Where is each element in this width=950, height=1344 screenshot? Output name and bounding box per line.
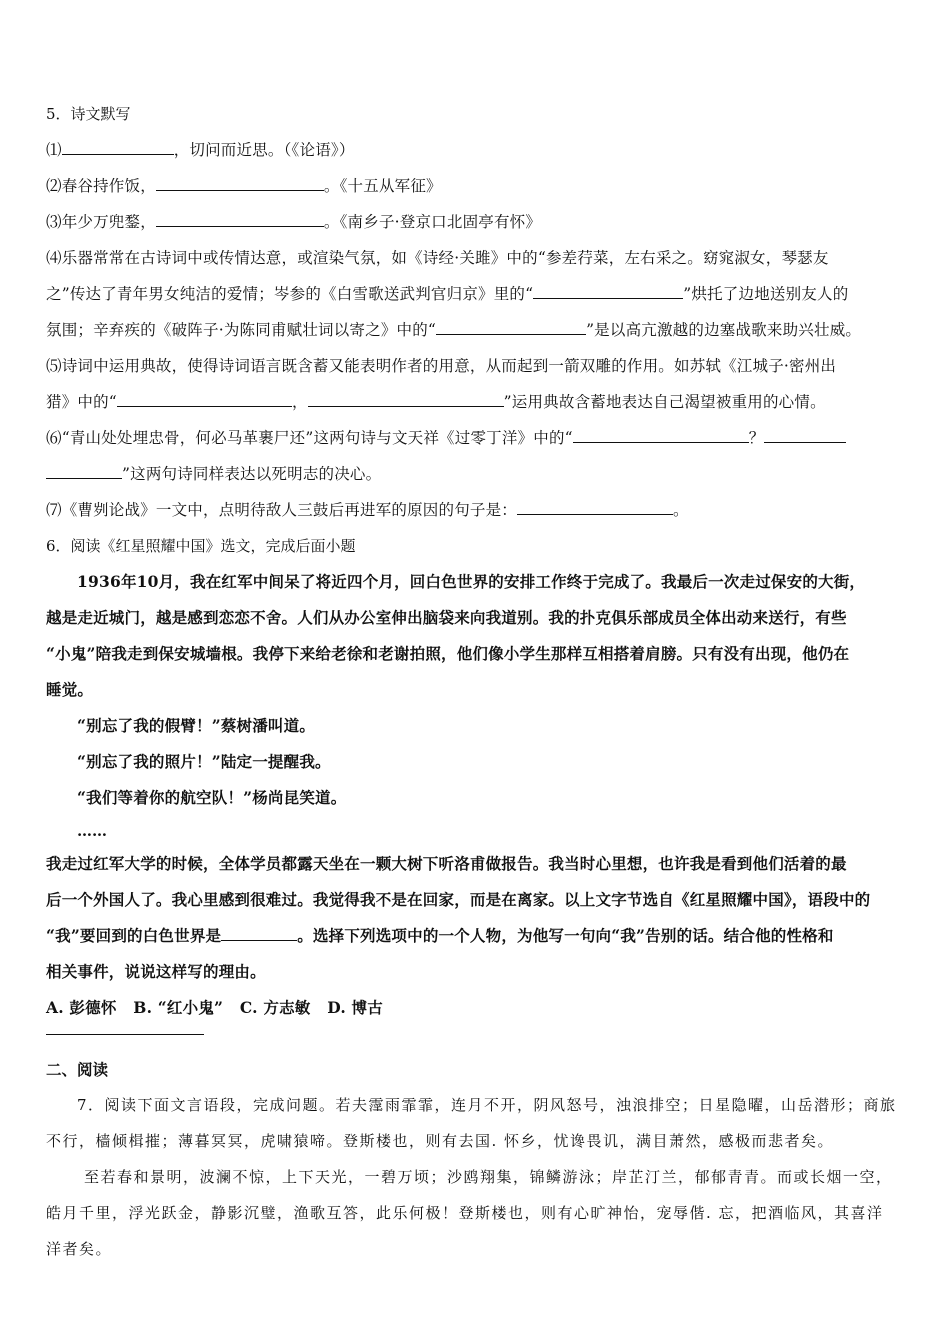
item-text: 。	[673, 501, 689, 519]
q5-item-5-line-1: ⑸诗词中运用典故，使得诗词语言既含蓄又能表明作者的用意，从而起到一箭双雕的作用。如苏轼《江城子·密州出	[46, 357, 837, 375]
item-text: ”这两句诗同样表达以死明志的决心。	[122, 465, 382, 483]
q6-passage-line: 我走过红军大学的时候，全体学员都露天坐在一颗大树下听洛甫做报告。我当时心里想，也许我是看到他们活着的最	[46, 854, 847, 873]
q7-line: 不行，樯倾楫摧；薄暮冥冥，虎啸猿啼。登斯楼也，则有去国. 怀乡，忧谗畏讥，满目萧然，感极而悲者矣。	[46, 1132, 835, 1150]
item-text: 。《十五从军征》	[323, 177, 442, 195]
answer-blank[interactable]	[436, 333, 586, 335]
q6-passage-line: 越是走近城门，越是感到恋恋不舍。人们从办公室伸出脑袋来向我道别。我的扑克俱乐部成员全体出动来送行，有些	[46, 608, 847, 627]
q6-passage-line: 相关事件，说说这样写的理由。	[46, 962, 266, 981]
q5-title: 5．诗文默写	[46, 105, 131, 123]
q7-line: 皓月千里，浮光跃金，静影沉璧，渔歌互答，此乐何极！登斯楼也，则有心旷神怡，宠辱偕. 忘，把酒临风，其喜洋	[46, 1204, 884, 1222]
answer-blank[interactable]	[221, 939, 297, 941]
answer-blank[interactable]	[517, 513, 673, 515]
answer-blank[interactable]	[156, 189, 324, 191]
answer-blank[interactable]	[156, 225, 324, 227]
q6-dialogue: “别忘了我的假臂！”蔡树潘叫道。	[77, 716, 316, 735]
item-text: ，切问而近思。（《论语》）	[173, 141, 355, 159]
q6-passage-line: 1936年10月，我在红军中间呆了将近四个月，回白色世界的安排工作终于完成了。我最后一次走过保安的大街，	[77, 572, 866, 591]
q5-item-4-line-2	[46, 276, 916, 312]
section-title: 二、阅读	[46, 1060, 109, 1079]
q6-dialogue: “我们等着你的航空队！”杨尚昆笑道。	[77, 788, 347, 807]
q5-item-6-line-1	[46, 420, 916, 456]
item-text: 春谷持作饭，	[61, 177, 156, 195]
q6-passage-line: 睡觉。	[46, 680, 94, 699]
q5-item-1	[46, 132, 916, 168]
item-text: 氛围；辛弃疾的《破阵子·为陈同甫赋壮词以寄之》中的“	[46, 321, 437, 339]
item-text: ”烘托了边地送别友人的	[683, 285, 849, 303]
q6-passage-line: “小鬼”陪我走到保安城墙根。我停下来给老徐和老谢拍照，他们像小学生那样互相搭着肩膀。只有没有出现，他仍在	[46, 644, 850, 663]
item-number: ⑶	[46, 213, 62, 231]
q6-ellipsis: ……	[77, 822, 107, 840]
item-text: ⑺《曹刿论战》一文中，点明待敌人三鼓后再进军的原因的句子是：	[46, 501, 518, 519]
q6-title: 6．阅读《红星照耀中国》选文，完成后面小题	[46, 537, 356, 555]
q5-item-3	[46, 204, 916, 240]
item-text: 。《南乡子·登京口北固亭有怀》	[323, 213, 542, 231]
q5-item-4-line-1: ⑷乐器常常在古诗词中或传情达意，或渲染气氛，如《诗经·关雎》中的“参差荇菜，左右采之。窈窕淑女，琴瑟友	[46, 249, 829, 267]
q7-line: 7．阅读下面文言语段，完成问题。若夫霪雨霏霏，连月不开，阴风怒号，浊浪排空；日星隐曜，山岳潜形；商旅	[77, 1096, 897, 1114]
q5-item-6-line-2	[46, 456, 916, 492]
answer-blank[interactable]	[573, 441, 749, 443]
item-number: ⑴	[46, 141, 62, 159]
q7-line: 至若春和景明，波澜不惊，上下天光，一碧万顷；沙鸥翔集，锦鳞游泳；岸芷汀兰，郁郁青青。而或长烟一空，	[84, 1168, 893, 1186]
q6-options: A. 彭德怀 B. “红小鬼” C. 方志敏 D. 博古	[46, 998, 383, 1017]
answer-line[interactable]	[46, 1034, 204, 1035]
answer-blank[interactable]	[62, 153, 174, 155]
answer-blank[interactable]	[308, 405, 504, 407]
item-number: ⑵	[46, 177, 62, 195]
q5-item-5-line-2	[46, 384, 916, 420]
q7-line: 洋者矣。	[46, 1240, 113, 1258]
item-text: ⑹“青山处处埋忠骨，何必马革裹尸还”这两句诗与文天祥《过零丁洋》中的“	[46, 429, 573, 447]
item-text: 。选择下列选项中的一个人物，为他写一句向“我”告别的话。结合他的性格和	[297, 926, 834, 945]
item-text: 之”传达了青年男女纯洁的爱情；岑参的《白雪歌送武判官归京》里的“	[46, 285, 534, 303]
item-text: 猎》中的“	[46, 393, 117, 411]
q5-item-7	[46, 492, 916, 528]
q6-dialogue: “别忘了我的照片！”陆定一提醒我。	[77, 752, 331, 771]
answer-blank[interactable]	[46, 477, 122, 479]
q6-passage-line: 后一个外国人了。我心里感到很难过。我觉得我不是在回家，而是在离家。以上文字节选自《红星照耀中国》，语段中的	[46, 890, 871, 909]
item-text: ”运用典故含蓄地表达自己渴望被重用的心情。	[503, 393, 826, 411]
item-text: ”是以高亢激越的边塞战歌来助兴壮威。	[586, 321, 862, 339]
exam-page	[46, 96, 916, 1267]
q5-item-2	[46, 168, 916, 204]
answer-blank[interactable]	[764, 441, 846, 443]
q6-passage-line	[46, 918, 916, 954]
item-text: “我”要回到的白色世界是	[46, 926, 222, 945]
answer-blank[interactable]	[533, 297, 683, 299]
item-text: ？	[748, 429, 765, 447]
answer-blank[interactable]	[117, 405, 292, 407]
q5-item-4-line-3	[46, 312, 916, 348]
item-text: 年少万兜鍪，	[61, 213, 156, 231]
item-text: ，	[291, 393, 308, 411]
